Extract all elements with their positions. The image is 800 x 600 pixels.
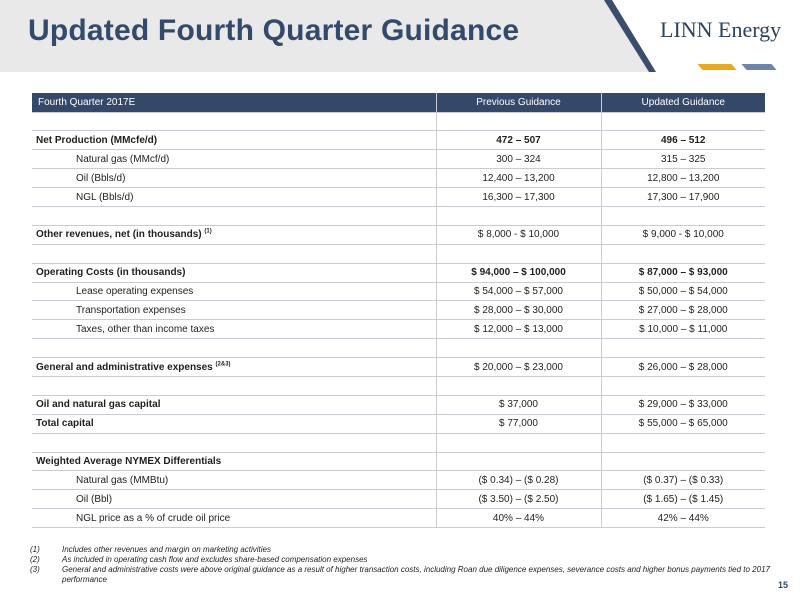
row-label-cell [32,188,436,207]
row-label-cell [32,131,436,150]
row-label-cell [32,263,436,282]
table-row [32,131,765,150]
footnote-reference: (1) [204,228,212,235]
table-row [32,471,765,490]
previous-guidance-cell: ($ 3.50) – ($ 2.50) [436,490,601,509]
row-label-cell [32,358,436,377]
slide-title: Updated Fourth Quarter Guidance [28,14,520,47]
previous-guidance-cell: $ 20,000 – $ 23,000 [436,358,601,377]
empty-cell [32,112,436,131]
table-row [32,452,765,471]
row-label: Oil and natural gas capital [36,399,161,411]
row-label: Weighted Average NYMEX Differentials [36,455,222,467]
previous-guidance-cell: $ 12,000 – $ 13,000 [436,320,601,339]
row-label-cell [32,320,436,339]
previous-guidance-cell: $ 28,000 – $ 30,000 [436,301,601,320]
previous-guidance-cell: 16,300 – 17,300 [436,188,601,207]
row-label: Total capital [36,418,94,430]
previous-guidance-cell: 300 – 324 [436,150,601,169]
row-label: Transportation expenses [76,304,186,316]
row-label: Operating Costs (in thousands) [36,267,186,279]
company-logo: LINN Energy [660,17,782,42]
empty-cell [32,433,436,452]
empty-cell [436,339,601,358]
updated-guidance-cell: $ 10,000 – $ 11,000 [601,320,765,339]
updated-guidance-cell: $ 50,000 – $ 54,000 [601,282,765,301]
previous-guidance-cell: $ 37,000 [436,395,601,414]
row-label-cell [32,282,436,301]
previous-guidance-cell: $ 94,000 – $ 100,000 [436,263,601,282]
footnote-text: General and administrative costs were above original guidance as a result of higher transaction costs, including Roan due diligence expenses, severance costs and higher bonus payments tied to 2017 performance [62,565,770,584]
previous-guidance-cell: ($ 0.34) – ($ 0.28) [436,471,601,490]
table-row [32,358,765,377]
updated-guidance-cell: 42% – 44% [601,509,765,528]
previous-guidance-cell: 472 – 507 [436,131,601,150]
empty-cell [436,112,601,131]
column-header-period: Fourth Quarter 2017E [32,93,436,112]
table-row [32,169,765,188]
row-label: NGL (Bbls/d) [76,191,134,203]
previous-guidance-cell: $ 8,000 - $ 10,000 [436,225,601,244]
table-row [32,188,765,207]
table-row [32,282,765,301]
row-label-cell [32,471,436,490]
row-label-cell [32,395,436,414]
table-row [32,263,765,282]
empty-cell [32,206,436,225]
updated-guidance-cell: 315 – 325 [601,150,765,169]
footnote-text: Includes other revenues and margin on marketing activities [62,545,271,554]
previous-guidance-cell: $ 54,000 – $ 57,000 [436,282,601,301]
updated-guidance-cell: $ 55,000 – $ 65,000 [601,414,765,433]
row-label: NGL price as a % of crude oil price [76,512,231,524]
empty-cell [436,206,601,225]
previous-guidance-cell [436,452,601,471]
empty-cell [32,339,436,358]
updated-guidance-cell: 17,300 – 17,900 [601,188,765,207]
table-row [32,225,765,244]
row-label: Other revenues, net (in thousands) [36,229,202,241]
table-row [32,320,765,339]
row-label-cell [32,169,436,188]
row-label: Oil (Bbl) [76,493,113,505]
footnote-number: (1) [30,545,40,554]
empty-cell [436,433,601,452]
empty-cell [32,376,436,395]
empty-cell [436,244,601,263]
updated-guidance-cell: $ 9,000 - $ 10,000 [601,225,765,244]
page-number: 15 [777,580,788,590]
footnotes [30,545,770,585]
row-label-cell [32,225,436,244]
column-header-updated: Updated Guidance [601,93,765,112]
updated-guidance-cell: $ 29,000 – $ 33,000 [601,395,765,414]
previous-guidance-cell: 40% – 44% [436,509,601,528]
updated-guidance-cell [601,452,765,471]
row-label-cell [32,301,436,320]
guidance-table [32,93,765,528]
row-label: Natural gas (MMBtu) [76,474,169,486]
updated-guidance-cell: $ 87,000 – $ 93,000 [601,263,765,282]
footnote [30,545,770,555]
updated-guidance-cell: $ 26,000 – $ 28,000 [601,358,765,377]
column-header-previous: Previous Guidance [436,93,601,112]
table-spacer-row [32,376,765,395]
table-spacer-row [32,433,765,452]
row-label-cell [32,452,436,471]
table-row [32,150,765,169]
footnote [30,565,770,585]
updated-guidance-cell: ($ 1.65) – ($ 1.45) [601,490,765,509]
table-row [32,301,765,320]
table-row [32,509,765,528]
table-row [32,490,765,509]
row-label-cell [32,509,436,528]
table-spacer-row [32,206,765,225]
footnote-text: As included in operating cash flow and excludes share-based compensation expenses [62,555,368,564]
empty-cell [436,376,601,395]
row-label: Oil (Bbls/d) [76,172,126,184]
footnote-number: (2) [30,555,40,564]
row-label: Lease operating expenses [76,285,194,297]
empty-cell [601,339,765,358]
empty-cell [601,433,765,452]
table-body [32,112,765,528]
empty-cell [601,244,765,263]
table-spacer-row [32,339,765,358]
empty-cell [32,244,436,263]
updated-guidance-cell: 12,800 – 13,200 [601,169,765,188]
table-row [32,395,765,414]
previous-guidance-cell: 12,400 – 13,200 [436,169,601,188]
row-label: Net Production (MMcfe/d) [36,134,158,146]
empty-cell [601,376,765,395]
footnote-number: (3) [30,565,40,574]
row-label-cell [32,414,436,433]
row-label: General and administrative expenses [36,361,213,373]
row-label: Taxes, other than income taxes [76,323,215,335]
empty-cell [601,112,765,131]
table-header-row [32,93,765,112]
table-spacer-row [32,244,765,263]
row-label: Natural gas (MMcf/d) [76,153,170,165]
blue-accent-stripe [741,64,776,70]
updated-guidance-cell: ($ 0.37) – ($ 0.33) [601,471,765,490]
updated-guidance-cell: $ 27,000 – $ 28,000 [601,301,765,320]
previous-guidance-cell: $ 77,000 [436,414,601,433]
footnote-reference: (2&3) [215,361,231,368]
row-label-cell [32,490,436,509]
empty-cell [601,206,765,225]
table-spacer-row [32,112,765,131]
row-label-cell [32,150,436,169]
gold-accent-stripe [697,64,736,70]
updated-guidance-cell: 496 – 512 [601,131,765,150]
table-row [32,414,765,433]
footnote [30,555,770,565]
